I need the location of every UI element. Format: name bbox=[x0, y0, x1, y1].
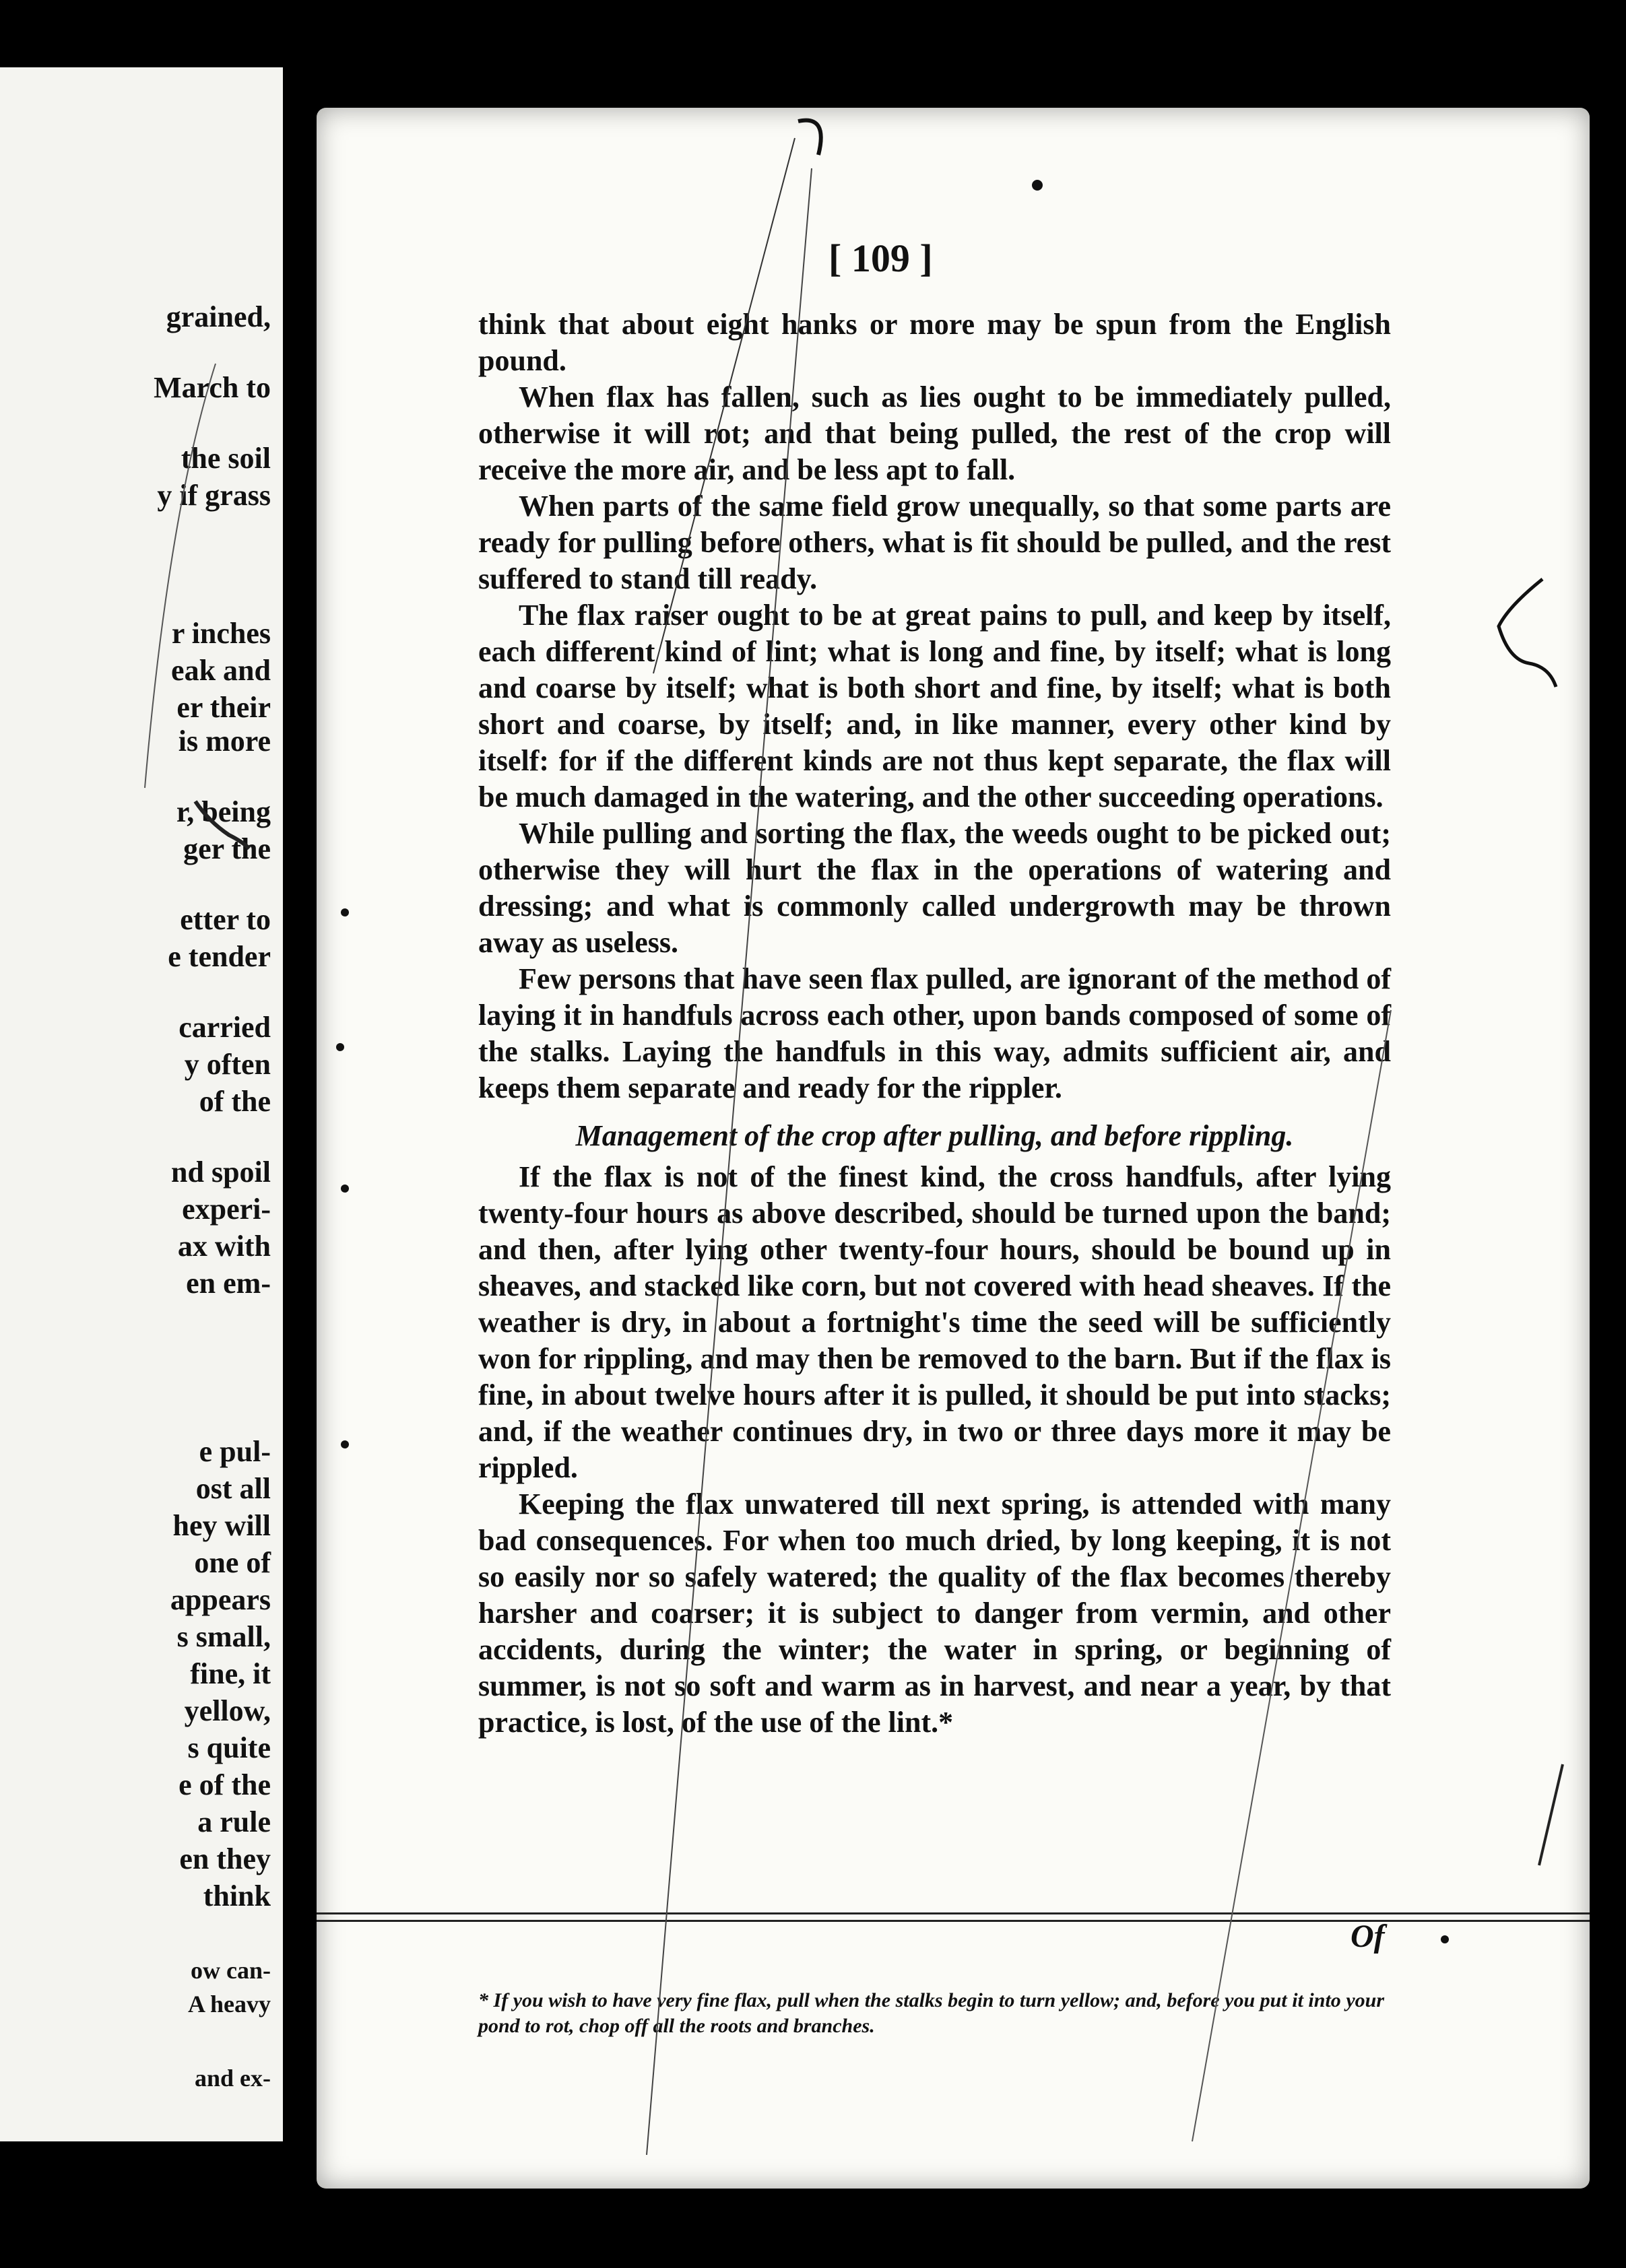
left-line: fine, it bbox=[190, 1657, 271, 1690]
left-line: A heavy bbox=[187, 1991, 271, 2017]
left-line: and ex- bbox=[194, 2065, 271, 2092]
left-page-fragment bbox=[0, 67, 283, 2141]
left-line: s small, bbox=[176, 1620, 271, 1653]
left-line: e of the bbox=[178, 1768, 271, 1801]
footnote-rule bbox=[317, 1912, 1590, 1922]
left-line: en em- bbox=[186, 1267, 271, 1300]
left-line: r inches bbox=[171, 617, 271, 650]
left-line: appears bbox=[170, 1583, 271, 1616]
paragraph: When flax has fallen, such as lies ought to be immediately pulled, otherwise it will rot; and that being pulled, the rest of the crop will receive the more air, and be less apt to fall. bbox=[478, 380, 1391, 486]
paragraph: While pulling and sorting the flax, the weeds ought to be picked out; otherwise they will hurt the flax in the operations of watering and dressing; and what is commonly called undergrowth may be thrown away as useless. bbox=[478, 817, 1391, 959]
left-line: hey will bbox=[172, 1509, 271, 1542]
left-line: is more bbox=[178, 725, 271, 758]
paragraph: When parts of the same field grow unequally, so that some parts are ready for pulling before others, what is fit should be pulled, and the rest suffered to stand till ready. bbox=[478, 490, 1391, 595]
paragraph: If the flax is not of the finest kind, the cross handfuls, after lying twenty-four hours as above described, should be turned upon the band; and then, after lying other twenty-four hours, should be bound up in sheaves, and stacked like corn, but not covered with head sheaves. If the weather is dry, in about a fortnight's time the seed will be sufficiently won for rippling, and may then be removed to the barn. But if the flax is fine, in about twelve hours after it is pulled, it should be put into stacks; and, if the weather continues dry, in two or three days more it may be rippled. bbox=[478, 1160, 1391, 1484]
footnote: * If you wish to have very fine flax, pull when the stalks begin to turn yellow; and, before you put it into your pond to rot, chop off all the roots and branches. bbox=[478, 1989, 1384, 2037]
paragraph: think that about eight hanks or more may be spun from the English pound. bbox=[478, 308, 1391, 377]
left-line: ow can- bbox=[191, 1957, 271, 1984]
left-line: e tender bbox=[168, 940, 271, 973]
paragraph: Keeping the flax unwatered till next spring, is attended with many bad consequences. For when too much dried, by long keeping, it is not so easily nor so safely watered; the quality of the flax becomes thereby harsher and coarser; it is subject to danger from vermin, and other accidents, during the winter; the water in spring, or beginning of summer, is not so soft and warm as in harvest, and near a year, by that practice, is lost, of the use of the lint.* bbox=[478, 1488, 1391, 1739]
left-line: one of bbox=[194, 1546, 271, 1579]
left-line: experi- bbox=[182, 1193, 271, 1226]
left-line: y often bbox=[184, 1048, 271, 1081]
left-line: e pul- bbox=[199, 1435, 271, 1468]
left-line: etter to bbox=[180, 903, 271, 936]
binding-gutter bbox=[283, 0, 310, 2268]
left-line: s quite bbox=[187, 1731, 271, 1764]
left-line: March to bbox=[154, 371, 271, 404]
left-line: ger the bbox=[183, 832, 271, 865]
left-line: ax with bbox=[177, 1230, 271, 1263]
left-line: en they bbox=[179, 1842, 271, 1875]
left-line: of the bbox=[199, 1085, 271, 1118]
left-line: think bbox=[203, 1879, 271, 1912]
left-line: nd spoil bbox=[171, 1156, 271, 1189]
section-heading: Management of the crop after pulling, and before rippling. bbox=[575, 1119, 1294, 1152]
left-line: a rule bbox=[197, 1805, 271, 1838]
left-line: ost all bbox=[195, 1472, 271, 1505]
paragraph: The flax raiser ought to be at great pains to pull, and keep by itself, each different kind of lint; what is long and fine, by itself; what is long and coarse by itself; what is both short and fine, by itself; what is both short and coarse, by itself; and, in like manner, every other kind by itself: for if the different kinds are not thus kept separate, the flax will be much damaged in the watering, and the other succeeding operations. bbox=[478, 599, 1391, 813]
page-number: [ 109 ] bbox=[828, 236, 933, 280]
left-line: eak and bbox=[171, 654, 271, 687]
catchword: Of bbox=[1351, 1919, 1385, 1954]
main-text bbox=[478, 306, 1391, 1741]
left-line: r, being bbox=[176, 795, 271, 828]
left-line: grained, bbox=[166, 300, 271, 333]
left-line: er their bbox=[176, 691, 271, 724]
left-line: the soil bbox=[181, 442, 271, 475]
paragraph: Few persons that have seen flax pulled, are ignorant of the method of laying it in handfuls across each other, upon bands composed of some of the stalks. Laying the handfuls in this way, admits sufficient air, and keeps them separate and ready for the rippler. bbox=[478, 962, 1391, 1104]
left-line: yellow, bbox=[184, 1694, 271, 1727]
left-line: carried bbox=[178, 1011, 271, 1044]
left-line: y if grass bbox=[157, 479, 271, 512]
